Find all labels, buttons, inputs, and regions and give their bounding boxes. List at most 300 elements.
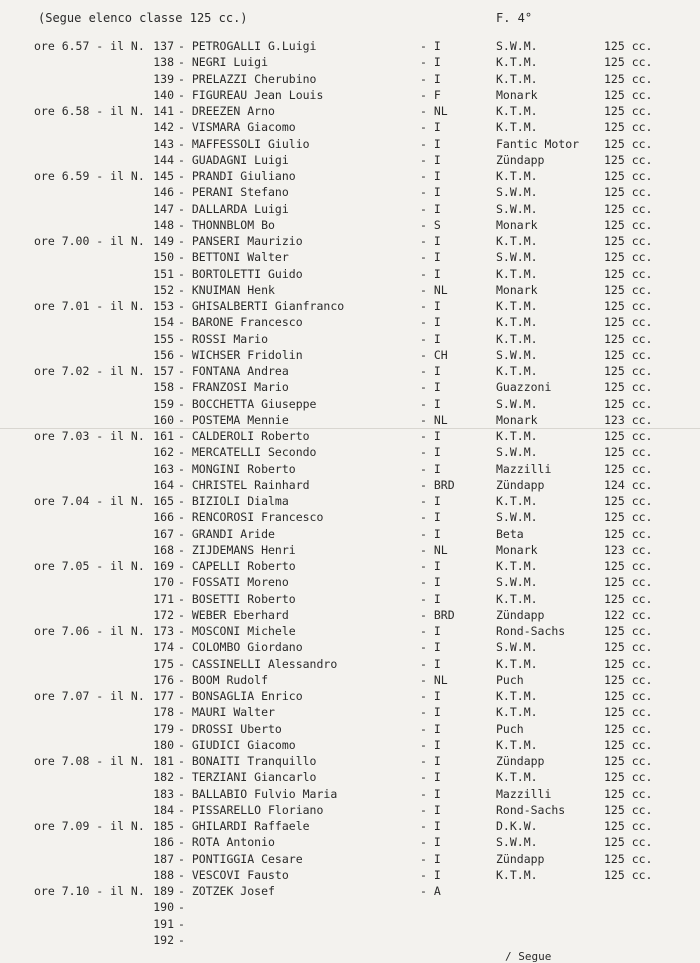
list-item (0, 753, 700, 769)
rider-name: - ZOTZEK Josef (178, 884, 275, 898)
motorcycle-make: Zündapp (496, 754, 545, 768)
displacement: 125 cc. (604, 786, 653, 801)
displacement: 125 cc. (604, 575, 653, 590)
rider-name: - PRELAZZI Cherubino (178, 71, 317, 86)
rider-number: 162 (153, 445, 174, 460)
rider-name: - GIUDICI Giacomo (178, 737, 296, 752)
motorcycle-make: Beta (496, 526, 524, 541)
rider-number: 150 (153, 250, 174, 265)
list-continuation-header: (Segue elenco classe 125 cc.) (38, 11, 248, 25)
displacement: 125 cc. (604, 282, 653, 297)
displacement: 125 cc. (604, 396, 653, 411)
sheet-number: F. 4° (496, 11, 533, 25)
rider-name: - THONNBLOM Bo (178, 217, 275, 232)
list-item (0, 591, 700, 607)
motorcycle-make: Zündapp (496, 152, 545, 167)
rider-name: - BALLABIO Fulvio Maria (178, 786, 338, 801)
list-item (0, 526, 700, 542)
list-item (0, 769, 700, 785)
list-item (0, 851, 700, 867)
rider-number: 137 (153, 39, 174, 53)
rider-number: 159 (153, 396, 174, 411)
rider-name: - GHILARDI Raffaele (178, 819, 310, 833)
rider-number: 171 (153, 591, 174, 606)
motorcycle-make: S.W.M. (496, 39, 538, 53)
motorcycle-make: K.T.M. (496, 234, 538, 248)
nationality: - I (420, 575, 441, 590)
nationality: - I (420, 250, 441, 265)
rider-name: - BARONE Francesco (178, 315, 303, 330)
rider-number: 189 (153, 884, 174, 898)
rider-name: - RENCOROSI Francesco (178, 510, 324, 525)
rider-name: - TERZIANI Giancarlo (178, 770, 317, 785)
rider-number: 192 (153, 932, 174, 947)
rider-number: 180 (153, 737, 174, 752)
nationality: - NL (420, 412, 448, 427)
displacement: 125 cc. (604, 526, 653, 541)
motorcycle-make: S.W.M. (496, 250, 538, 265)
rider-number: 156 (153, 347, 174, 362)
rider-name: - GHISALBERTI Gianfranco (178, 299, 345, 313)
list-item (0, 298, 700, 314)
nationality: - BRD (420, 607, 455, 622)
rider-number: 176 (153, 672, 174, 687)
rider-name: - FOSSATI Moreno (178, 575, 289, 590)
list-item (0, 266, 700, 282)
motorcycle-make: S.W.M. (496, 640, 538, 655)
list-item (0, 704, 700, 720)
nationality: - I (420, 656, 441, 671)
displacement: 125 cc. (604, 591, 653, 606)
motorcycle-make: K.T.M. (496, 591, 538, 606)
motorcycle-make: K.T.M. (496, 429, 538, 443)
displacement: 125 cc. (604, 104, 653, 118)
motorcycle-make: K.T.M. (496, 169, 538, 183)
rider-name: - MAURI Walter (178, 705, 275, 720)
nationality: - I (420, 266, 441, 281)
rider-number: 170 (153, 575, 174, 590)
nationality: - CH (420, 347, 448, 362)
nationality: - NL (420, 542, 448, 557)
nationality: - I (420, 136, 441, 151)
motorcycle-make: Zündapp (496, 477, 545, 492)
displacement: 125 cc. (604, 347, 653, 362)
motorcycle-make: K.T.M. (496, 299, 538, 313)
rider-name: - (178, 916, 185, 931)
displacement: 125 cc. (604, 87, 653, 102)
rider-number: 187 (153, 851, 174, 866)
list-item (0, 721, 700, 737)
continuation-note: / Segue (505, 950, 552, 963)
motorcycle-make: K.T.M. (496, 315, 538, 330)
rider-number: 165 (153, 494, 174, 508)
rider-name: - BOCCHETTA Giuseppe (178, 396, 317, 411)
nationality: - I (420, 802, 441, 817)
rider-name: - BONSAGLIA Enrico (178, 689, 303, 703)
motorcycle-make: K.T.M. (496, 120, 538, 135)
rider-name: - NEGRI Luigi (178, 55, 269, 70)
motorcycle-make: K.T.M. (496, 266, 538, 281)
list-item (0, 152, 700, 168)
start-time: ore 6.59 - il N. (34, 169, 145, 183)
list-item (0, 412, 700, 428)
rider-number: 138 (153, 55, 174, 70)
list-item (0, 184, 700, 200)
rider-number: 181 (153, 754, 174, 768)
start-time: ore 6.57 - il N. (34, 39, 145, 53)
rider-name: - PETROGALLI G.Luigi (178, 39, 317, 53)
list-item (0, 818, 700, 834)
displacement: 125 cc. (604, 185, 653, 200)
rider-number: 163 (153, 461, 174, 476)
rider-number: 191 (153, 916, 174, 931)
displacement: 125 cc. (604, 640, 653, 655)
rider-number: 175 (153, 656, 174, 671)
list-item (0, 119, 700, 135)
list-item (0, 672, 700, 688)
rider-name: - CALDEROLI Roberto (178, 429, 310, 443)
displacement: 125 cc. (604, 250, 653, 265)
motorcycle-make: S.W.M. (496, 396, 538, 411)
start-time: ore 7.00 - il N. (34, 234, 145, 248)
list-item (0, 737, 700, 753)
motorcycle-make: K.T.M. (496, 331, 538, 346)
displacement: 125 cc. (604, 754, 653, 768)
nationality: - A (420, 884, 441, 898)
motorcycle-make: Monark (496, 542, 538, 557)
displacement: 125 cc. (604, 380, 653, 395)
nationality: - I (420, 461, 441, 476)
nationality: - I (420, 152, 441, 167)
displacement: 125 cc. (604, 835, 653, 850)
rider-number: 146 (153, 185, 174, 200)
nationality: - I (420, 234, 441, 248)
rider-number: 186 (153, 835, 174, 850)
rider-number: 167 (153, 526, 174, 541)
nationality: - I (420, 201, 441, 216)
nationality: - I (420, 510, 441, 525)
rider-name: - (178, 932, 185, 947)
rider-name: - PONTIGGIA Cesare (178, 851, 303, 866)
list-item (0, 932, 700, 948)
motorcycle-make: Rond-Sachs (496, 802, 566, 817)
rider-number: 147 (153, 201, 174, 216)
rider-number: 144 (153, 152, 174, 167)
displacement: 122 cc. (604, 607, 653, 622)
displacement: 125 cc. (604, 234, 653, 248)
nationality: - NL (420, 282, 448, 297)
rider-name: - MAFFESSOLI Giulio (178, 136, 310, 151)
rider-number: 179 (153, 721, 174, 736)
nationality: - I (420, 754, 441, 768)
nationality: - I (420, 624, 441, 638)
rider-name: - FIGUREAU Jean Louis (178, 87, 324, 102)
motorcycle-make: K.T.M. (496, 737, 538, 752)
list-item (0, 461, 700, 477)
list-item (0, 38, 700, 54)
nationality: - I (420, 331, 441, 346)
motorcycle-make: K.T.M. (496, 559, 538, 573)
motorcycle-make: S.W.M. (496, 185, 538, 200)
list-item (0, 867, 700, 883)
displacement: 125 cc. (604, 136, 653, 151)
list-item (0, 347, 700, 363)
rider-name: - ROSSI Mario (178, 331, 269, 346)
nationality: - I (420, 185, 441, 200)
motorcycle-make: D.K.W. (496, 819, 538, 833)
motorcycle-make: Guazzoni (496, 380, 552, 395)
rider-name: - DREEZEN Arno (178, 104, 275, 118)
displacement: 125 cc. (604, 39, 653, 53)
rider-name: - MERCATELLI Secondo (178, 445, 317, 460)
displacement: 125 cc. (604, 299, 653, 313)
rider-number: 183 (153, 786, 174, 801)
nationality: - I (420, 55, 441, 70)
motorcycle-make: K.T.M. (496, 71, 538, 86)
list-item (0, 834, 700, 850)
motorcycle-make: K.T.M. (496, 867, 538, 882)
rider-name: - WEBER Eberhard (178, 607, 289, 622)
nationality: - I (420, 120, 441, 135)
nationality: - BRD (420, 477, 455, 492)
list-item (0, 103, 700, 119)
displacement: 125 cc. (604, 624, 653, 638)
list-item (0, 396, 700, 412)
list-item (0, 786, 700, 802)
rider-number: 153 (153, 299, 174, 313)
displacement: 125 cc. (604, 770, 653, 785)
nationality: - I (420, 705, 441, 720)
rider-number: 166 (153, 510, 174, 525)
displacement: 123 cc. (604, 542, 653, 557)
displacement: 123 cc. (604, 412, 653, 427)
rider-number: 174 (153, 640, 174, 655)
rider-number: 168 (153, 542, 174, 557)
start-list (0, 38, 700, 948)
start-time: ore 7.10 - il N. (34, 884, 145, 898)
rider-number: 140 (153, 87, 174, 102)
rider-number: 188 (153, 867, 174, 882)
start-time: ore 7.09 - il N. (34, 819, 145, 833)
list-item (0, 899, 700, 915)
list-item (0, 916, 700, 932)
rider-name: - PRANDI Giuliano (178, 169, 296, 183)
displacement: 125 cc. (604, 802, 653, 817)
displacement: 125 cc. (604, 120, 653, 135)
displacement: 125 cc. (604, 819, 653, 833)
start-time: ore 7.08 - il N. (34, 754, 145, 768)
motorcycle-make: S.W.M. (496, 835, 538, 850)
motorcycle-make: Monark (496, 282, 538, 297)
rider-name: - BOOM Rudolf (178, 672, 269, 687)
rider-number: 185 (153, 819, 174, 833)
rider-name: - PERANI Stefano (178, 185, 289, 200)
motorcycle-make: S.W.M. (496, 510, 538, 525)
motorcycle-make: K.T.M. (496, 705, 538, 720)
nationality: - I (420, 71, 441, 86)
start-time: ore 7.07 - il N. (34, 689, 145, 703)
rider-name: - DROSSI Uberto (178, 721, 282, 736)
list-item (0, 249, 700, 265)
rider-name: - ROTA Antonio (178, 835, 275, 850)
displacement: 125 cc. (604, 672, 653, 687)
rider-number: 178 (153, 705, 174, 720)
nationality: - I (420, 429, 441, 443)
rider-number: 172 (153, 607, 174, 622)
motorcycle-make: K.T.M. (496, 689, 538, 703)
displacement: 125 cc. (604, 364, 653, 378)
nationality: - I (420, 689, 441, 703)
nationality: - I (420, 169, 441, 183)
displacement: 125 cc. (604, 315, 653, 330)
rider-number: 139 (153, 71, 174, 86)
nationality: - I (420, 494, 441, 508)
list-item (0, 542, 700, 558)
list-item (0, 331, 700, 347)
rider-name: - BETTONI Walter (178, 250, 289, 265)
list-item (0, 314, 700, 330)
rider-number: 157 (153, 364, 174, 378)
start-time: ore 7.01 - il N. (34, 299, 145, 313)
rider-name: - CASSINELLI Alessandro (178, 656, 338, 671)
rider-number: 161 (153, 429, 174, 443)
nationality: - I (420, 770, 441, 785)
motorcycle-make: Mazzilli (496, 461, 552, 476)
rider-number: 158 (153, 380, 174, 395)
motorcycle-make: Fantic Motor (496, 136, 580, 151)
list-item (0, 54, 700, 70)
list-item (0, 558, 700, 574)
displacement: 125 cc. (604, 510, 653, 525)
start-time: ore 7.03 - il N. (34, 429, 145, 443)
rider-number: 182 (153, 770, 174, 785)
list-item (0, 363, 700, 379)
nationality: - F (420, 87, 441, 102)
rider-number: 164 (153, 477, 174, 492)
motorcycle-make: K.T.M. (496, 104, 538, 118)
list-item (0, 168, 700, 184)
rider-name: - PISSARELLO Floriano (178, 802, 324, 817)
nationality: - I (420, 299, 441, 313)
displacement: 125 cc. (604, 461, 653, 476)
displacement: 125 cc. (604, 201, 653, 216)
nationality: - I (420, 867, 441, 882)
list-item (0, 282, 700, 298)
displacement: 125 cc. (604, 705, 653, 720)
displacement: 125 cc. (604, 217, 653, 232)
motorcycle-make: K.T.M. (496, 770, 538, 785)
nationality: - NL (420, 672, 448, 687)
displacement: 125 cc. (604, 867, 653, 882)
motorcycle-make: S.W.M. (496, 347, 538, 362)
rider-name: - COLOMBO Giordano (178, 640, 303, 655)
rider-name: - PANSERI Maurizio (178, 234, 303, 248)
list-item (0, 428, 700, 444)
displacement: 125 cc. (604, 266, 653, 281)
rider-number: 155 (153, 331, 174, 346)
nationality: - I (420, 591, 441, 606)
displacement: 125 cc. (604, 559, 653, 573)
displacement: 125 cc. (604, 851, 653, 866)
rider-number: 190 (153, 900, 174, 915)
nationality: - I (420, 380, 441, 395)
rider-name: - GUADAGNI Luigi (178, 152, 289, 167)
motorcycle-make: Rond-Sachs (496, 624, 566, 638)
rider-name: - FRANZOSI Mario (178, 380, 289, 395)
motorcycle-make: Monark (496, 217, 538, 232)
nationality: - I (420, 559, 441, 573)
rider-name: - BONAITI Tranquillo (178, 754, 317, 768)
rider-name: - DALLARDA Luigi (178, 201, 289, 216)
nationality: - I (420, 851, 441, 866)
list-item (0, 493, 700, 509)
start-time: ore 7.06 - il N. (34, 624, 145, 638)
nationality: - I (420, 737, 441, 752)
motorcycle-make: Monark (496, 87, 538, 102)
motorcycle-make: Monark (496, 412, 538, 427)
rider-name: - WICHSER Fridolin (178, 347, 303, 362)
rider-name: - GRANDI Aride (178, 526, 275, 541)
rider-number: 160 (153, 412, 174, 427)
rider-name: - POSTEMA Mennie (178, 412, 289, 427)
displacement: 125 cc. (604, 689, 653, 703)
motorcycle-make: K.T.M. (496, 494, 538, 508)
displacement: 125 cc. (604, 656, 653, 671)
rider-number: 154 (153, 315, 174, 330)
displacement: 125 cc. (604, 445, 653, 460)
list-item (0, 688, 700, 704)
nationality: - I (420, 445, 441, 460)
rider-number: 152 (153, 282, 174, 297)
nationality: - I (420, 640, 441, 655)
nationality: - I (420, 835, 441, 850)
rider-name: - BORTOLETTI Guido (178, 266, 303, 281)
rider-number: 142 (153, 120, 174, 135)
rider-name: - CHRISTEL Rainhard (178, 477, 310, 492)
rider-number: 173 (153, 624, 174, 638)
rider-name: - FONTANA Andrea (178, 364, 289, 378)
nationality: - I (420, 721, 441, 736)
rider-name: - KNUIMAN Henk (178, 282, 275, 297)
rider-number: 141 (153, 104, 174, 118)
motorcycle-make: K.T.M. (496, 364, 538, 378)
nationality: - S (420, 217, 441, 232)
motorcycle-make: K.T.M. (496, 656, 538, 671)
list-item (0, 607, 700, 623)
start-time: ore 7.02 - il N. (34, 364, 145, 378)
rider-number: 149 (153, 234, 174, 248)
list-item (0, 802, 700, 818)
list-item (0, 71, 700, 87)
motorcycle-make: Mazzilli (496, 786, 552, 801)
list-item (0, 217, 700, 233)
rider-name: - VESCOVI Fausto (178, 867, 289, 882)
motorcycle-make: Zündapp (496, 851, 545, 866)
rider-number: 151 (153, 266, 174, 281)
motorcycle-make: S.W.M. (496, 445, 538, 460)
motorcycle-make: S.W.M. (496, 201, 538, 216)
displacement: 125 cc. (604, 71, 653, 86)
rider-name: - ZIJDEMANS Henri (178, 542, 296, 557)
list-item (0, 623, 700, 639)
rider-number: 169 (153, 559, 174, 573)
rider-number: 148 (153, 217, 174, 232)
list-item (0, 201, 700, 217)
nationality: - I (420, 786, 441, 801)
nationality: - NL (420, 104, 448, 118)
rider-name: - VISMARA Giacomo (178, 120, 296, 135)
displacement: 124 cc. (604, 477, 653, 492)
